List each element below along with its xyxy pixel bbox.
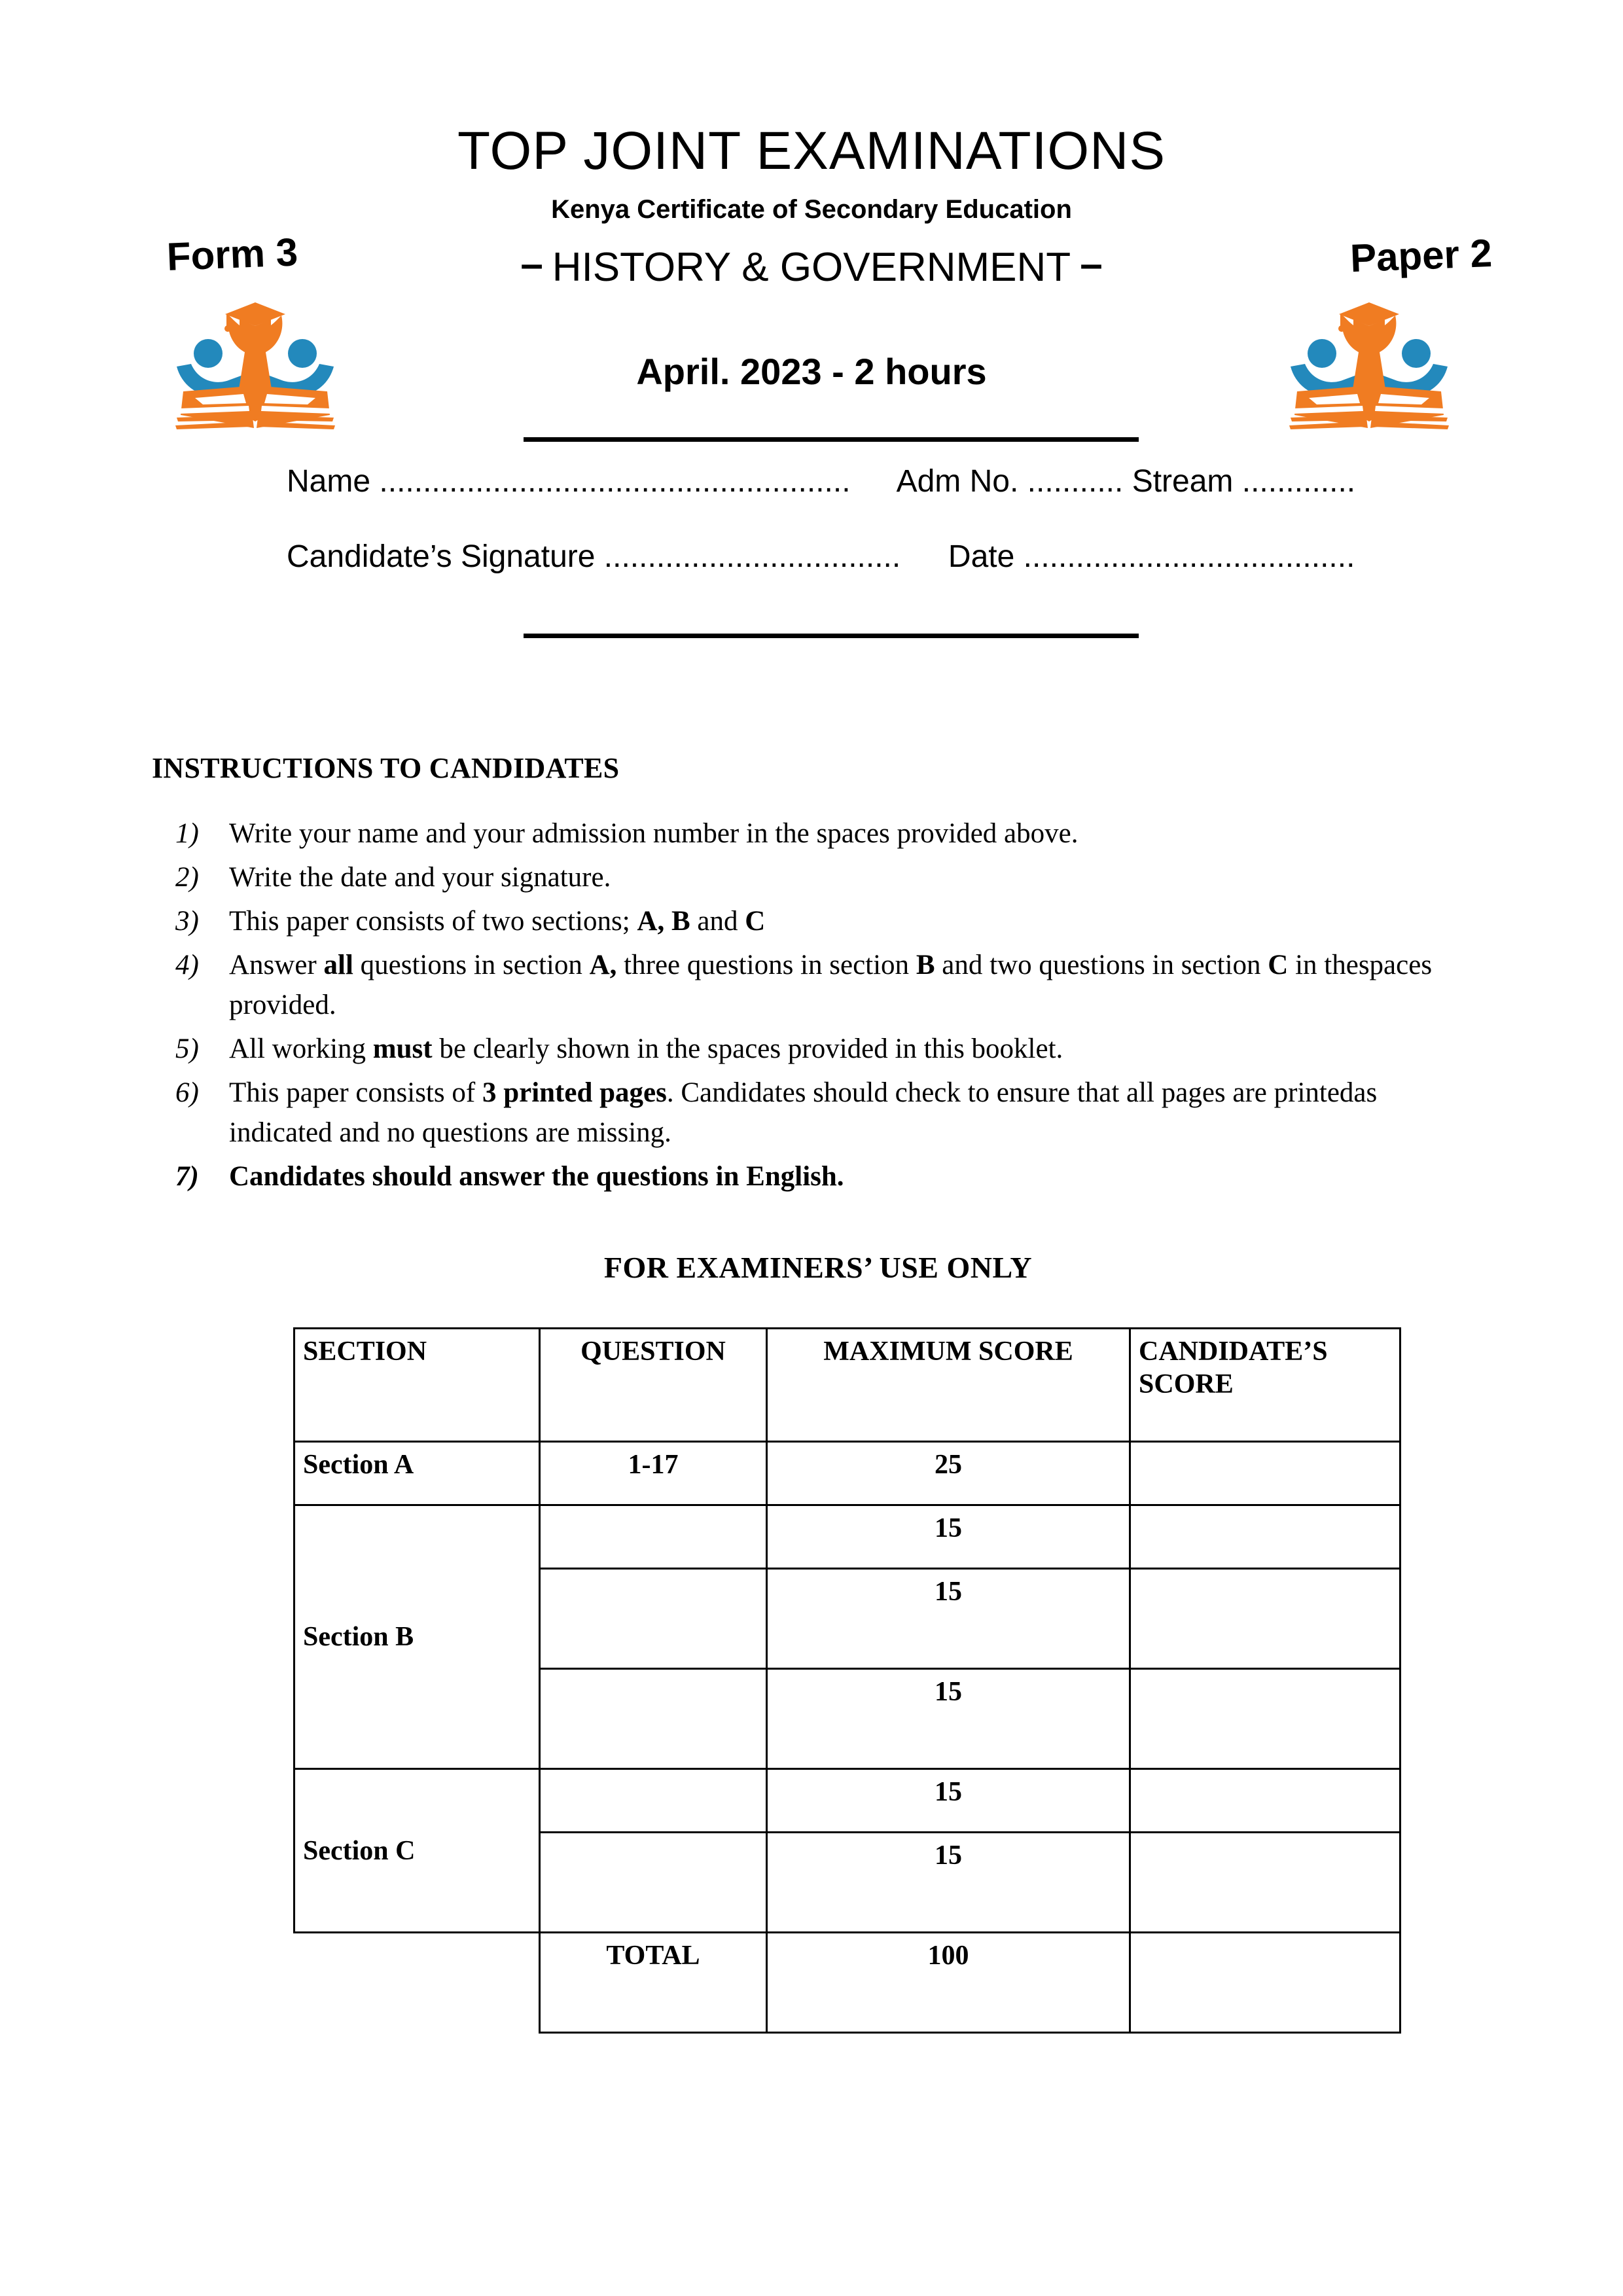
date-label: Date xyxy=(948,539,1015,574)
instruction-number: 4) xyxy=(175,950,199,981)
instruction-number: 1) xyxy=(175,818,199,849)
table-column-header: SECTION xyxy=(294,1329,540,1442)
table-cell-question xyxy=(540,1833,767,1933)
instruction-item xyxy=(175,857,1438,897)
table-cell-maximum-score: 100 xyxy=(767,1933,1130,2033)
subject-title: HISTORY & GOVERNMENT xyxy=(552,244,1071,290)
table-cell-maximum-score: 15 xyxy=(767,1569,1130,1669)
instruction-text: Answer xyxy=(229,950,324,981)
instruction-emphasis: A, B xyxy=(637,906,690,937)
table-cell-candidate-score[interactable] xyxy=(1130,1933,1400,2033)
instruction-number: 2) xyxy=(175,862,199,893)
candidate-signature-row xyxy=(287,539,1355,575)
instruction-text: This paper consists of two sections; xyxy=(229,906,637,937)
candidate-name-row xyxy=(287,463,1355,499)
exam-body-title: TOP JOINT EXAMINATIONS xyxy=(457,121,1166,181)
paper-label: Paper 2 xyxy=(1349,231,1493,281)
instructions-title: INSTRUCTIONS TO CANDIDATES xyxy=(152,752,620,784)
instruction-emphasis: must xyxy=(372,1033,433,1065)
instruction-number: 3) xyxy=(175,906,199,937)
instruction-number: 5) xyxy=(175,1033,199,1065)
table-cell-section: Section B xyxy=(294,1505,540,1769)
instruction-item xyxy=(175,1029,1438,1069)
divider-top xyxy=(524,437,1139,442)
instruction-item xyxy=(175,1157,1438,1196)
dash-right-icon: – xyxy=(1080,242,1103,287)
table-cell-question xyxy=(540,1669,767,1769)
adm-no-label: Adm No. xyxy=(896,464,1019,499)
table-cell-candidate-score[interactable] xyxy=(1130,1505,1400,1569)
instruction-text: Write your name and your admission number in the spaces provided above. xyxy=(229,818,1079,849)
table-column-header: QUESTION xyxy=(540,1329,767,1442)
table-cell-question: TOTAL xyxy=(540,1933,767,2033)
school-logo-left xyxy=(157,293,353,444)
table-row xyxy=(294,1505,1400,1569)
instruction-item xyxy=(175,945,1438,1025)
table-cell-question xyxy=(540,1769,767,1833)
table-cell-maximum-score: 15 xyxy=(767,1505,1130,1569)
form-label: Form 3 xyxy=(166,230,299,279)
table-row xyxy=(294,1442,1400,1505)
instruction-text: questions in section xyxy=(353,950,590,981)
instruction-emphasis: A, xyxy=(589,950,617,981)
dash-left-icon: – xyxy=(520,242,543,287)
name-label: Name xyxy=(287,464,371,499)
stream-label: Stream xyxy=(1132,464,1234,499)
instruction-emphasis: B xyxy=(916,950,935,981)
instruction-item xyxy=(175,814,1438,853)
instruction-emphasis: C xyxy=(745,906,766,937)
certificate-subtitle: Kenya Certificate of Secondary Education xyxy=(551,195,1072,224)
instruction-emphasis: all xyxy=(323,950,353,981)
table-cell-question xyxy=(540,1569,767,1669)
table-column-header: MAXIMUM SCORE xyxy=(767,1329,1130,1442)
table-header-row xyxy=(294,1329,1400,1442)
instruction-item xyxy=(175,901,1438,941)
instruction-text: in thespaces provided. xyxy=(229,950,1433,1021)
subject-title-row xyxy=(0,241,1623,291)
table-cell-maximum-score: 15 xyxy=(767,1669,1130,1769)
table-row xyxy=(294,1933,1400,2033)
signature-label: Candidate’s Signature xyxy=(287,539,596,574)
instruction-emphasis: . xyxy=(836,1161,844,1193)
adm-no-input-dots[interactable]: ........... xyxy=(1027,464,1124,499)
table-cell-candidate-score[interactable] xyxy=(1130,1442,1400,1505)
table-cell-question: 1-17 xyxy=(540,1442,767,1505)
instruction-text: All working xyxy=(229,1033,373,1065)
instructions-list xyxy=(175,814,1438,1200)
table-cell-empty-section xyxy=(294,1933,540,2033)
school-logo-right xyxy=(1271,293,1467,444)
examiners-score-table xyxy=(293,1327,1401,2034)
table-cell-candidate-score[interactable] xyxy=(1130,1669,1400,1769)
divider-bottom xyxy=(524,634,1139,638)
stream-input-dots[interactable]: ............. xyxy=(1241,464,1356,499)
table-cell-maximum-score: 15 xyxy=(767,1769,1130,1833)
instruction-number: 7) xyxy=(175,1161,199,1193)
instruction-text: Write the date and your signature. xyxy=(229,862,611,893)
instruction-text: be clearly shown in the spaces provided in this booklet. xyxy=(432,1033,1063,1065)
table-cell-candidate-score[interactable] xyxy=(1130,1833,1400,1933)
table-cell-maximum-score: 15 xyxy=(767,1833,1130,1933)
table-cell-section: Section A xyxy=(294,1442,540,1505)
instruction-emphasis: Candidates should answer the questions in English xyxy=(229,1161,837,1193)
table-cell-candidate-score[interactable] xyxy=(1130,1769,1400,1833)
table-cell-question xyxy=(540,1505,767,1569)
instruction-emphasis: 3 printed pages xyxy=(482,1077,667,1109)
signature-input-dots[interactable]: .................................. xyxy=(603,539,901,574)
instruction-text: and xyxy=(690,906,745,937)
table-column-header: CANDIDATE’S SCORE xyxy=(1130,1329,1400,1442)
instruction-number: 6) xyxy=(175,1077,199,1109)
instruction-text: three questions in section xyxy=(616,950,916,981)
date-input-dots[interactable]: ...................................... xyxy=(1023,539,1355,574)
name-input-dots[interactable]: ...................................................... xyxy=(379,464,851,499)
table-cell-maximum-score: 25 xyxy=(767,1442,1130,1505)
examiners-use-heading: FOR EXAMINERS’ USE ONLY xyxy=(603,1251,1033,1284)
exam-date-duration: April. 2023 - 2 hours xyxy=(636,351,987,392)
table-cell-section: Section C xyxy=(294,1769,540,1933)
table-row xyxy=(294,1769,1400,1833)
instruction-item xyxy=(175,1073,1438,1153)
instruction-text: and two questions in section xyxy=(935,950,1268,981)
table-cell-candidate-score[interactable] xyxy=(1130,1569,1400,1669)
instruction-emphasis: C xyxy=(1268,950,1289,981)
instruction-text: . Candidates should check to ensure that all pages are printedas indicated and no questions are missing. xyxy=(229,1077,1378,1149)
instruction-text: This paper consists of xyxy=(229,1077,482,1109)
